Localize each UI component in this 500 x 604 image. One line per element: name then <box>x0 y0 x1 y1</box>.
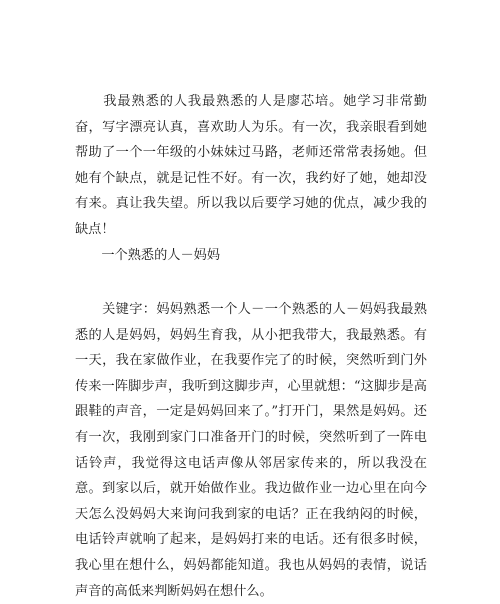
paragraph-familiar-person: 我最熟悉的人我最熟悉的人是廖芯培。她学习非常勤奋，写字漂亮认真，喜欢助人为乐。有一次，我亲眼看到她帮助了一个一年级的小妹妹过马路，老师还常常表扬她。但她有个缺点，就是记性不好。有一次，我约好了她，她却没有来。真让我失望。所以我以后要学习她的优点，减少我的缺点！ <box>75 94 427 237</box>
section-heading-mother: 一个熟悉的人－妈妈 <box>75 248 221 263</box>
paragraph-mother-story: 关键字：妈妈熟悉一个人－一个熟悉的人－妈妈我最熟悉的人是妈妈，妈妈生育我，从小把我带大，我最熟悉。有一天，我在家做作业，在我要作完了的时候，突然听到门外传来一阵脚步声，我听到这脚步声，心里就想：“这脚步是高跟鞋的声音，一定是妈妈回来了。”打开门，果然是妈妈。还有一次，我刚到家门口准备开门的时候，突然听到了一阵电话铃声，我觉得这电话声像从邻居家传来的，所以我没在意。到家以后，就开始做作业。我边做作业一边心里在向今天怎么没妈妈大来询问我到家的电话？正在我纳闷的时候，电话铃声就响了起来，是妈妈打来的电话。还有很多时候，我心里在想什么，妈妈都能知道。我也从妈妈的表情，说话声音的高低来判断妈妈在想什么。 <box>75 302 427 599</box>
